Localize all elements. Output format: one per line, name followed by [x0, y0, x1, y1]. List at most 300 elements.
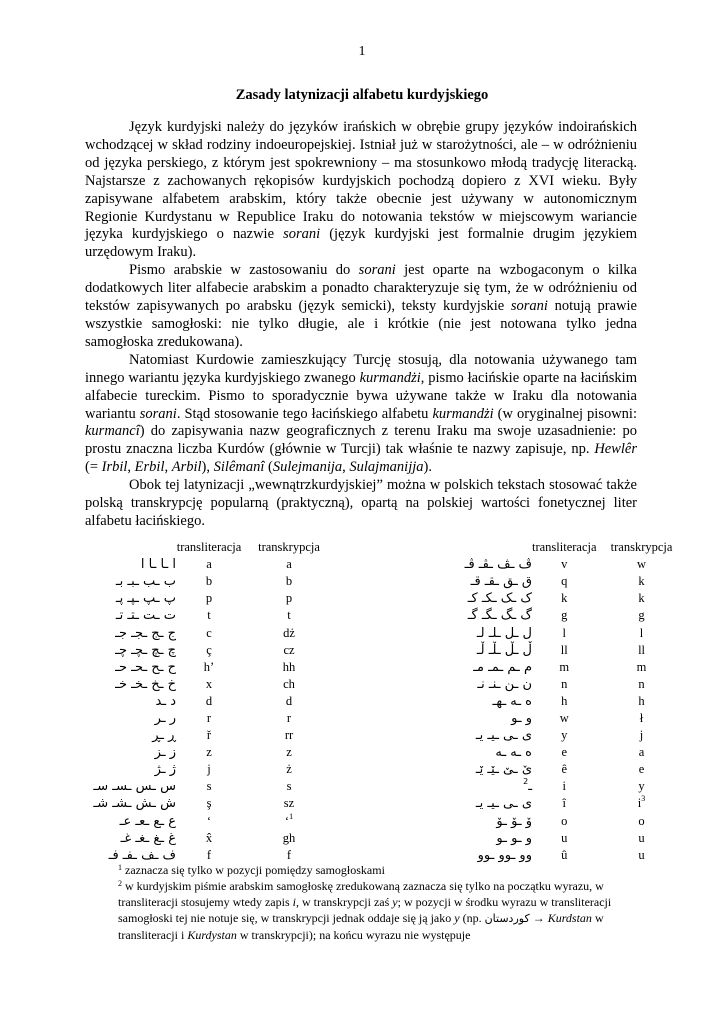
- term-sorani: sorani: [139, 405, 177, 422]
- footnote-mark: 3: [641, 794, 646, 804]
- transcription-cell: [597, 676, 687, 693]
- arabic-letter-forms-text: ڤ ـڤ ـڤـ ڤـ: [464, 557, 532, 573]
- footnote-text: , w transkrypcji zaś: [295, 895, 393, 909]
- transliteration-cell-text: ll: [560, 642, 568, 657]
- transliteration-cell-text: d: [205, 693, 213, 708]
- table-row: [84, 727, 687, 744]
- transcription-cell: [242, 556, 336, 573]
- transliteration-cell: [532, 761, 597, 778]
- table-row: [84, 590, 687, 607]
- footnote-mark: 2: [523, 777, 529, 787]
- table-row: [84, 778, 687, 795]
- transliteration-cell: [532, 830, 597, 847]
- transcription-cell: [597, 624, 687, 641]
- transcription-cell: [242, 676, 336, 693]
- transcription-cell: [242, 642, 336, 659]
- arabic-letter-forms-text: ڕ ـڕ: [152, 728, 176, 744]
- column-spacer: [336, 744, 418, 761]
- table-row: [84, 607, 687, 624]
- arabic-letter-forms: [84, 676, 176, 693]
- arabic-letter-forms-text: ژ ـژ: [154, 762, 176, 778]
- arabic-letter-forms: [84, 727, 176, 744]
- transcription-cell-text: ‘: [284, 813, 290, 828]
- transliteration-cell-text: x̂: [205, 830, 213, 845]
- transliteration-cell-text: k: [561, 591, 568, 606]
- transliteration-cell: [176, 624, 242, 641]
- transcription-cell-text: p: [285, 591, 293, 606]
- transcription-cell: [597, 642, 687, 659]
- transcription-cell: [597, 727, 687, 744]
- transliteration-cell-text: ç: [206, 642, 212, 657]
- paragraph-2: [85, 262, 637, 352]
- arabic-letter-forms: [418, 624, 532, 641]
- arabic-letter-forms: [84, 556, 176, 573]
- transliteration-cell: [176, 727, 242, 744]
- arabic-letter-forms-text: ک ـک ـکـ کـ: [467, 591, 532, 607]
- arabic-example: کوردستان: [484, 912, 530, 925]
- transcription-cell-text: g: [638, 608, 645, 623]
- term-y: y: [392, 895, 398, 909]
- transliteration-cell-text: o: [561, 813, 568, 828]
- arabic-letter-forms-text: چ ـچ ـچـ چـ: [115, 642, 176, 658]
- transcription-cell: [242, 795, 336, 812]
- paragraph-1: [85, 119, 637, 262]
- arabic-letter-forms-text: و ـو ـو: [496, 830, 532, 846]
- arabic-letter-forms-text: ێ ـێ ـێـ ێـ: [475, 762, 532, 778]
- column-spacer: [336, 813, 418, 830]
- transliteration-cell-text: f: [206, 847, 212, 862]
- transcription-cell-text: ch: [283, 676, 295, 691]
- transcription-cell-text: k: [638, 591, 645, 606]
- transliteration-cell-text: r: [206, 710, 212, 725]
- arabic-letter-forms-text: ب ـب ـبـ بـ: [115, 574, 176, 590]
- transliteration-cell-text: h: [561, 693, 568, 708]
- arabic-letter-forms: [84, 761, 176, 778]
- table-row: [84, 744, 687, 761]
- column-spacer: [336, 830, 418, 847]
- arabic-letter-forms-text: ع ـع ـعـ عـ: [119, 813, 176, 829]
- transcription-cell-text: u: [638, 830, 645, 845]
- transcription-cell-text: f: [286, 847, 292, 862]
- transliteration-cell-text: g: [561, 608, 568, 623]
- transcription-cell-text: sz: [283, 796, 295, 811]
- term-sorani: sorani: [510, 298, 548, 315]
- transliteration-cell: [176, 573, 242, 590]
- transcription-cell-text: u: [638, 847, 645, 862]
- transcription-cell-text: b: [285, 574, 293, 589]
- term-sorani: sorani: [358, 262, 396, 279]
- column-spacer: [336, 795, 418, 812]
- transliteration-cell: [532, 727, 597, 744]
- arabic-letter-forms-text: خ ـخ ـخـ خـ: [115, 676, 176, 692]
- transcription-cell-text: dż: [283, 625, 295, 640]
- column-spacer: [336, 573, 418, 590]
- arabic-letter-forms: [418, 659, 532, 676]
- column-spacer: [336, 778, 418, 795]
- transliteration-cell-text: y: [561, 728, 568, 743]
- alphabet-table: [84, 539, 687, 864]
- table-row: [84, 710, 687, 727]
- transcription-cell: [242, 761, 336, 778]
- header-translit-right: transliteracja: [532, 540, 597, 555]
- transcription-cell-text: w: [637, 557, 647, 572]
- arabic-letter-forms-text: وو ـوو ـوو: [477, 847, 532, 863]
- column-spacer: [336, 556, 418, 573]
- arabic-letter-forms-text: ه ـه ـهـ: [492, 693, 532, 709]
- document-title: Zasady latynizacji alfabetu kurdyjskiego: [235, 87, 489, 103]
- transliteration-cell-text: n: [561, 676, 568, 691]
- transcription-cell-text: hh: [282, 659, 296, 674]
- transliteration-cell: [176, 659, 242, 676]
- transliteration-cell-text: t: [207, 608, 211, 623]
- transcription-cell: [597, 590, 687, 607]
- arabic-letter-forms: [84, 744, 176, 761]
- text: (język kurdyjski jest formalnie drugim językiem urzędowym Iraku).: [85, 226, 638, 261]
- transcription-cell-text: rr: [284, 728, 294, 743]
- transcription-cell: [597, 830, 687, 847]
- transcription-cell: [242, 710, 336, 727]
- text: ).: [423, 459, 432, 476]
- body-text: [85, 119, 637, 531]
- transcription-cell-text: m: [636, 659, 647, 674]
- paragraph-4: Obok tej latynizacji „wewnątrzkurdyjskiej” można w polskich tekstach stosować także polską transkrypcję popularną (praktyczną), opartą na polskiej wartości fonetycznej liter alfabetu łacińskiego.: [85, 477, 637, 529]
- footnote-2: [118, 878, 624, 943]
- transcription-cell: [597, 813, 687, 830]
- table-row: [84, 556, 687, 573]
- header-transcr-left: transkrypcja: [258, 540, 320, 555]
- term-kurmandzi: kurmandżi: [359, 369, 421, 386]
- arabic-letter-forms-text: ف ـف ـفـ فـ: [108, 847, 176, 863]
- transcription-cell: [242, 693, 336, 710]
- paragraph-3: [85, 352, 637, 477]
- arabic-letter-forms: [84, 573, 176, 590]
- arabic-letter-forms-text: د ـد: [155, 693, 176, 709]
- transcription-cell: [597, 556, 687, 573]
- table-header-row: [84, 539, 687, 556]
- transliteration-cell: [176, 556, 242, 573]
- footnote-mark: 1: [118, 863, 122, 872]
- arabic-letter-forms-text: ی ـی ـیـ یـ: [475, 796, 532, 812]
- transliteration-cell: [532, 624, 597, 641]
- arabic-letter-forms-text: م ـم ـمـ مـ: [473, 659, 532, 675]
- transcription-cell-text: d: [285, 693, 293, 708]
- text: notują prawie wszystkie samogłoski: nie tylko długie, ale i krótkie (nie jest notowana tylko jedna samogłoska zredukowana).: [85, 298, 637, 350]
- arrow: →: [529, 911, 548, 925]
- transliteration-cell-text: e: [561, 745, 568, 760]
- column-spacer: [336, 624, 418, 641]
- transcription-cell-text: a: [638, 745, 645, 760]
- transliteration-cell: [176, 607, 242, 624]
- transliteration-cell: [532, 659, 597, 676]
- arabic-letter-forms: [418, 642, 532, 659]
- text: jest oparte na wzbogaconym o kilka dodatkowych liter alfabecie arabskim a ponadto charakteryzuje się tym, że w odróżnieniu od tekstów zapisywanych po arabsku (język semicki), teksty kurdyjskie: [85, 262, 637, 315]
- transcription-cell-text: ż: [286, 762, 292, 777]
- transliteration-cell-text: q: [561, 574, 568, 589]
- arabic-letter-forms: [84, 710, 176, 727]
- arabic-letter-forms-text: پ ـپ ـپـ پـ: [115, 591, 176, 607]
- transliteration-cell: [532, 693, 597, 710]
- column-spacer: [336, 693, 418, 710]
- text: (=: [85, 459, 102, 476]
- arabic-letter-forms-text: ە ـە ـە: [495, 745, 532, 761]
- footnote-text: w transkrypcji); na końcu wyrazu nie występuje: [236, 928, 471, 942]
- transliteration-cell-text: l: [562, 625, 567, 640]
- transliteration-cell-text: z: [206, 745, 212, 760]
- transcription-cell: [597, 744, 687, 761]
- arabic-letter-forms: [418, 676, 532, 693]
- transcription-cell: [242, 624, 336, 641]
- arabic-letter-forms: [84, 642, 176, 659]
- text: Język kurdyjski należy do języków irańskich w obrębie grupy języków indoirańskich wchodzącej w skład rodziny indoeuropejskiej. Istniał już w starożytności, ale – w odróżnieniu od języka perskiego, z którym jest spokrewniony – ma stosunkowo młodą tradycję literacką. Najstarsze z zachowanych rękopisów kurdyjskich pochodzą dopiero z XVI wieku. Były zapisywane alfabetem arabskim, który także obecnie jest używany w autonomicznym Regionie Kurdystanu w Republice Iraku do notowania tekstów w miejscowym wariancie języka kurdyjskiego o nazwie: [85, 119, 637, 243]
- transliteration-cell: [176, 676, 242, 693]
- table-row: [84, 761, 687, 778]
- term-sulajmanijja: Sulajmanijja: [349, 459, 424, 476]
- transliteration-cell: [176, 830, 242, 847]
- transliteration-cell-text: î: [562, 796, 567, 811]
- transcription-cell-text: r: [286, 710, 292, 725]
- text: (w oryginalnej pisowni:: [493, 405, 637, 422]
- transliteration-cell: [176, 795, 242, 812]
- arabic-letter-forms: [418, 795, 532, 812]
- transliteration-cell: [532, 744, 597, 761]
- arabic-letter-forms: [84, 590, 176, 607]
- footnote-1: [118, 862, 624, 878]
- text: ,: [127, 459, 135, 476]
- transliteration-cell-text: p: [205, 591, 213, 606]
- text: ) do zapisywania nazw geograficznych z terenu Iraku ma swoje uzasadnienie: po prostu znaczna liczba Kurdów (głównie w Turcji) tak właśnie te nazwy zapisuje, np.: [85, 423, 637, 458]
- page-number: 1: [358, 44, 366, 59]
- transcription-cell-text: z: [286, 745, 292, 760]
- transliteration-cell: [532, 813, 597, 830]
- term-irbil: Irbil: [101, 459, 128, 476]
- transliteration-cell-text: a: [206, 557, 212, 572]
- transcription-cell-text: a: [286, 557, 292, 572]
- transliteration-cell: [176, 778, 242, 795]
- header-transcr-right: transkrypcja: [610, 540, 673, 555]
- table-row: [84, 642, 687, 659]
- arabic-letter-forms: [84, 624, 176, 641]
- arabic-letter-forms-text: س ـس ـسـ سـ: [93, 779, 176, 795]
- column-spacer: [336, 659, 418, 676]
- arabic-letter-forms-text: ح ـح ـحـ حـ: [115, 659, 176, 675]
- transliteration-cell-text: û: [561, 847, 568, 862]
- footnote-mark: 2: [118, 879, 122, 888]
- text: (: [264, 459, 273, 476]
- transcription-cell: [597, 778, 687, 795]
- transliteration-cell: [176, 590, 242, 607]
- arabic-letter-forms-text: و ـو: [511, 710, 532, 726]
- transliteration-cell-text: ‘: [206, 813, 212, 828]
- arabic-letter-forms: [418, 744, 532, 761]
- transcription-cell: [597, 659, 687, 676]
- transliteration-cell-text: ê: [561, 762, 568, 777]
- transcription-cell: [242, 813, 336, 830]
- transliteration-cell: [532, 795, 597, 812]
- transliteration-cell: [532, 556, 597, 573]
- transcription-cell: [242, 607, 336, 624]
- arabic-letter-forms-text: ل ـل ـلـ لـ: [476, 625, 532, 641]
- table-row: [84, 676, 687, 693]
- term-kurdstan: Kurdstan: [547, 911, 592, 925]
- arabic-letter-forms-text: ا ـا ـا ا: [140, 557, 176, 573]
- transcription-cell-text: ł: [639, 710, 644, 725]
- column-spacer: [336, 642, 418, 659]
- transcription-cell: [597, 795, 687, 812]
- column-spacer: [336, 607, 418, 624]
- header-empty: [84, 539, 176, 556]
- transcription-cell: [597, 693, 687, 710]
- transcription-cell: [597, 607, 687, 624]
- footnote-text: (np.: [459, 911, 485, 925]
- text: , pismo łacińskie oparte na łacińskim alfabecie tureckim. Pismo to sporadycznie bywa używane także w Iraku dla notowania wariantu: [85, 369, 637, 422]
- arabic-letter-forms-text: ش ـش ـشـ شـ: [93, 796, 176, 812]
- transcription-cell: [242, 659, 336, 676]
- arabic-letter-forms: [84, 659, 176, 676]
- arabic-letter-forms: [84, 830, 176, 847]
- transcription-cell-text: s: [286, 779, 292, 794]
- transcription-cell: [597, 761, 687, 778]
- alphabet-table-body: [84, 539, 687, 864]
- arabic-letter-forms-text: ت ـت ـتـ تـ: [115, 608, 176, 624]
- transcription-cell-text: i: [637, 796, 642, 811]
- arabic-letter-forms: [418, 573, 532, 590]
- transliteration-cell: [532, 676, 597, 693]
- transliteration-cell-text: u: [561, 830, 568, 845]
- table-row: [84, 795, 687, 812]
- table-row: [84, 573, 687, 590]
- transcription-cell: [242, 778, 336, 795]
- transcription-cell: [242, 830, 336, 847]
- transcription-cell: [242, 727, 336, 744]
- transcription-cell: [242, 744, 336, 761]
- transcription-cell: [242, 590, 336, 607]
- transliteration-cell: [176, 693, 242, 710]
- arabic-letter-forms: [418, 607, 532, 624]
- transliteration-cell-text: v: [561, 557, 568, 572]
- header-translit-left: transliteracja: [176, 540, 242, 555]
- footnote-mark: 1: [289, 811, 294, 821]
- term-y: y: [454, 911, 460, 925]
- arabic-letter-forms: [84, 607, 176, 624]
- arabic-letter-forms: [418, 761, 532, 778]
- transliteration-cell-text: m: [559, 659, 570, 674]
- transcription-cell: [597, 573, 687, 590]
- transcription-cell-text: e: [638, 762, 645, 777]
- transliteration-cell: [532, 710, 597, 727]
- arabic-letter-forms-text: ڵ ـڵ ـڵـ ڵـ: [476, 642, 532, 658]
- transliteration-cell: [532, 573, 597, 590]
- transcription-cell-text: o: [638, 813, 645, 828]
- arabic-letter-forms: [418, 590, 532, 607]
- arabic-letter-forms-text: ج ـج ـجـ جـ: [115, 625, 176, 641]
- arabic-letter-forms-text: ن ـن ـنـ نـ: [477, 676, 532, 692]
- footnote-text: w transliteracji i: [118, 911, 604, 942]
- transliteration-cell-text: j: [207, 762, 211, 777]
- arabic-letter-forms-text: غ ـغ ـغـ غـ: [120, 830, 176, 846]
- arabic-letter-forms-text: ی ـی ـیـ یـ: [475, 728, 532, 744]
- transcription-cell-text: t: [287, 608, 291, 623]
- transliteration-cell: [532, 590, 597, 607]
- transcription-cell-text: ll: [638, 642, 646, 657]
- transliteration-cell-text: x: [205, 676, 213, 691]
- transliteration-cell: [532, 778, 597, 795]
- transcription-cell-text: k: [638, 574, 645, 589]
- text: Natomiast Kurdowie zamieszkujący Turcję stosują, dla notowania używanego tam innego wariantu języka kurdyjskiego zwanego: [85, 351, 637, 386]
- arabic-letter-forms-text: ر ـر: [154, 710, 176, 726]
- transcription-cell-text: h: [638, 693, 645, 708]
- table-row: [84, 813, 687, 830]
- transcription-cell-text: l: [639, 625, 644, 640]
- transliteration-cell-text: ř: [206, 728, 212, 743]
- column-spacer: [336, 727, 418, 744]
- arabic-letter-forms: [84, 693, 176, 710]
- term-i: i: [292, 895, 296, 909]
- term-arbil: Arbil: [171, 459, 202, 476]
- column-spacer: [336, 676, 418, 693]
- arabic-letter-forms-text: ز ـز: [154, 745, 176, 761]
- arabic-letter-forms: [84, 795, 176, 812]
- term-kurdystan: Kurdystan: [187, 928, 237, 942]
- text: ,: [342, 459, 350, 476]
- table-row: [84, 624, 687, 641]
- term-kurmanci: kurmancî: [85, 423, 140, 440]
- arabic-letter-forms: [418, 556, 532, 573]
- arabic-letter-forms: [418, 813, 532, 830]
- transliteration-cell: [176, 642, 242, 659]
- term-erbil: Erbil: [134, 459, 165, 476]
- term-sileman: Silêmanî: [213, 459, 265, 476]
- term-sulejmanija: Sulejmanija: [272, 459, 343, 476]
- arabic-letter-forms: [418, 710, 532, 727]
- transliteration-cell-text: i: [562, 779, 567, 794]
- arabic-letter-forms-text: گ ـگ ـگـ گـ: [467, 608, 532, 624]
- transcription-cell-text: j: [639, 728, 644, 743]
- arabic-letter-forms: [418, 727, 532, 744]
- arabic-letter-forms-text: ق ـق ـقـ قـ: [470, 574, 532, 590]
- term-sorani: sorani: [283, 226, 321, 243]
- column-spacer: [336, 761, 418, 778]
- table-row: [84, 659, 687, 676]
- arabic-letter-forms: [84, 813, 176, 830]
- transliteration-cell: [176, 710, 242, 727]
- arabic-letter-forms-text: ـ: [528, 779, 532, 795]
- transcription-cell: [597, 710, 687, 727]
- transcription-cell-text: n: [638, 676, 645, 691]
- transliteration-cell: [176, 761, 242, 778]
- arabic-letter-forms: [84, 778, 176, 795]
- transcription-cell-text: y: [638, 779, 645, 794]
- arabic-letter-forms: [418, 778, 532, 795]
- transcription-cell-text: gh: [282, 830, 296, 845]
- footnote-text: zaznacza się tylko w pozycji pomiędzy samogłoskami: [125, 863, 385, 877]
- term-kurmandzi: kurmandżi: [432, 405, 494, 422]
- transliteration-cell-text: ş: [206, 796, 212, 811]
- text: ),: [201, 459, 214, 476]
- transcription-cell: [242, 573, 336, 590]
- column-spacer: [336, 590, 418, 607]
- text: ,: [164, 459, 172, 476]
- header-empty: [418, 539, 532, 556]
- arabic-letter-forms: [418, 830, 532, 847]
- footnote-text: w kurdyjskim piśmie arabskim samogłoskę zredukowaną zaznacza się tylko na początku wyrazu, w transliteracji stosujemy wtedy zapis: [118, 879, 604, 909]
- text: . Stąd stosowanie tego łacińskiego alfabetu: [176, 405, 433, 422]
- arabic-letter-forms-text: ۆ ـۆ ـۆ: [496, 813, 532, 829]
- transliteration-cell-text: h’: [203, 659, 215, 674]
- transliteration-cell: [176, 744, 242, 761]
- transliteration-cell-text: c: [206, 625, 212, 640]
- transliteration-cell: [532, 642, 597, 659]
- header-empty: [336, 539, 418, 556]
